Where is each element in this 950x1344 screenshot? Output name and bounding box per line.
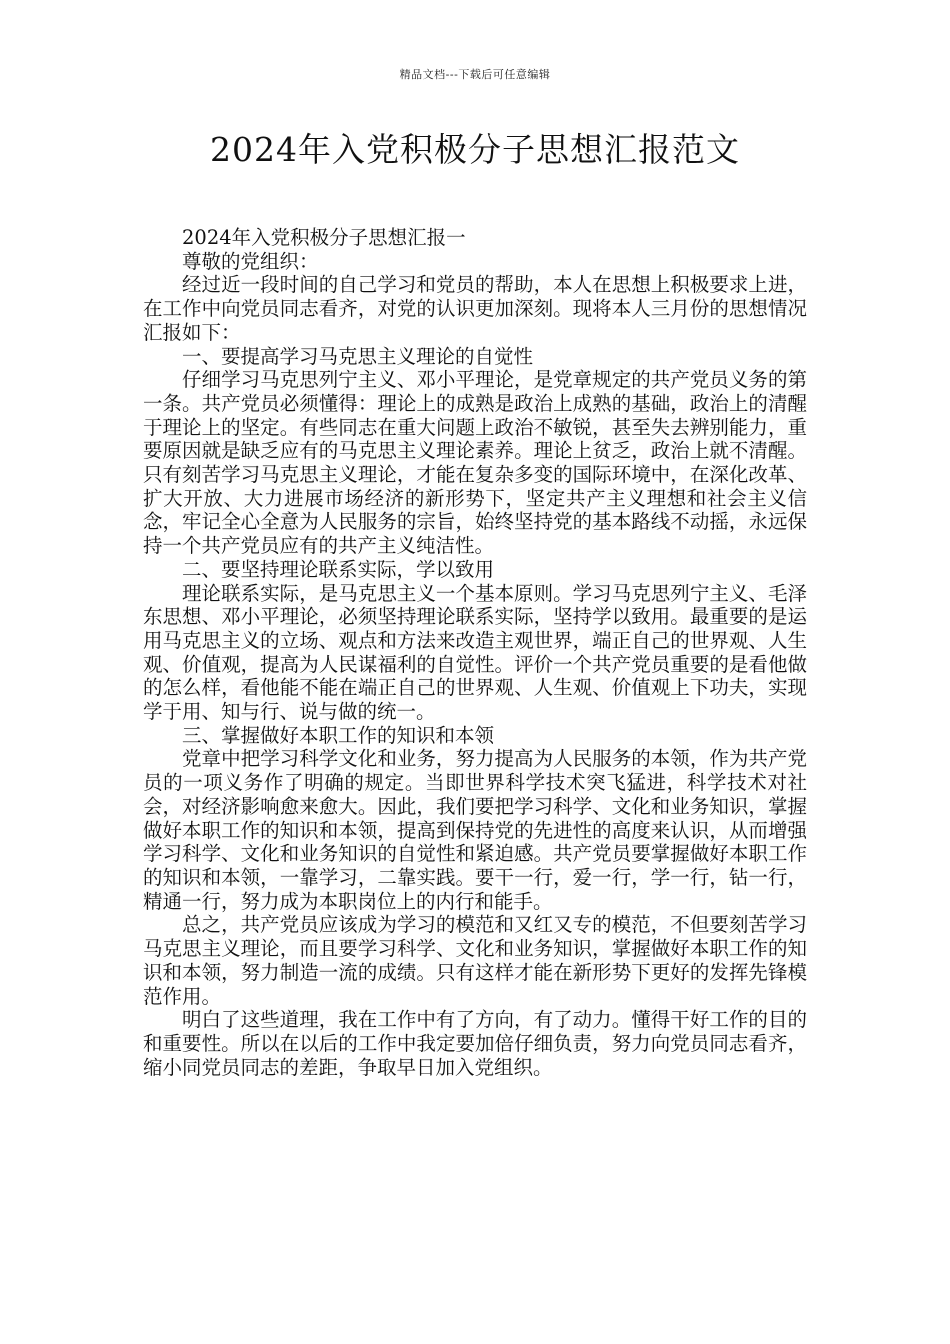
section-paragraph-2: 理论联系实际，是马克思主义一个基本原则。学习马克思列宁主义、毛泽东思想、邓小平理论，必须坚持理论联系实际，坚持学以致用。最重要的是运用马克思主义的立场、观点和方法来改造主观世界，端正自己的世界观、人生观、价值观，提高为人民谋福利的自觉性。评价一个共产党员重要的是看他做的怎么样，看他能不能在端正自己的世界观、人生观、价值观上下功夫，实现学于用、知与行、说与做的统一。: [143, 581, 807, 724]
document-title: 2024年入党积极分子思想汇报范文: [210, 130, 740, 169]
section-heading-3: 三、掌握做好本职工作的知识和本领: [182, 723, 495, 747]
section-paragraph-3: 党章中把学习科学文化和业务，努力提高为人民服务的本领，作为共产党员的一项义务作了明确的规定。当即世界科学技术突飞猛进，科学技术对社会，对经济影响愈来愈大。因此，我们要把学习科学、文化和业务知识，掌握做好本职工作的知识和本领，提高到保持党的先进性的高度来认识，从而增强学习科学、文化和业务知识的自觉性和紧迫感。共产党员要掌握做好本职工作的知识和本领，一靠学习，二靠实践。要干一行，爱一行，学一行，钻一行，精通一行，努力成为本职岗位上的内行和能手。: [143, 747, 807, 913]
summary-paragraph: 总之，共产党员应该成为学习的模范和又红又专的模范，不但要刻苦学习马克思主义理论，而且要学习科学、文化和业务知识，掌握做好本职工作的知识和本领，努力制造一流的成绩。只有这样才能在新形势下更好的发挥先锋模范作用。: [143, 913, 807, 1008]
section-heading-1: 一、要提高学习马克思主义理论的自觉性: [182, 344, 534, 368]
intro-paragraph: 经过近一段时间的自己学习和党员的帮助，本人在思想上积极要求上进，在工作中向党员同志看齐，对党的认识更加深刻。现将本人三月份的思想情况汇报如下：: [143, 273, 807, 344]
salutation: 尊敬的党组织：: [182, 249, 319, 273]
closing-paragraph: 明白了这些道理，我在工作中有了方向，有了动力。懂得干好工作的目的和重要性。所以在以后的工作中我定要加倍仔细负责，努力向党员同志看齐，缩小同党员同志的差距，争取早日加入党组织。: [143, 1008, 807, 1079]
document-body: [143, 226, 807, 1079]
section-heading-2: 二、要坚持理论联系实际，学以致用: [182, 557, 495, 581]
section-paragraph-1: 仔细学习马克思列宁主义、邓小平理论，是党章规定的共产党员义务的第一条。共产党员必须懂得：理论上的成熟是政治上成熟的基础，政治上的清醒于理论上的坚定。有些同志在重大问题上政治不敏锐，甚至失去辨别能力，重要原因就是缺乏应有的马克思主义理论素养。理论上贫乏，政治上就不清醒。只有刻苦学习马克思主义理论，才能在复杂多变的国际环境中，在深化改革、扩大开放、大力进展市场经济的新形势下，坚定共产主义理想和社会主义信念，牢记全心全意为人民服务的宗旨，始终坚持党的基本路线不动摇，永远保持一个共产党员应有的共产主义纯洁性。: [143, 368, 807, 558]
report-heading: 2024年入党积极分子思想汇报一: [182, 226, 466, 249]
header-note: 精品文档---下载后可任意编辑: [399, 68, 551, 81]
